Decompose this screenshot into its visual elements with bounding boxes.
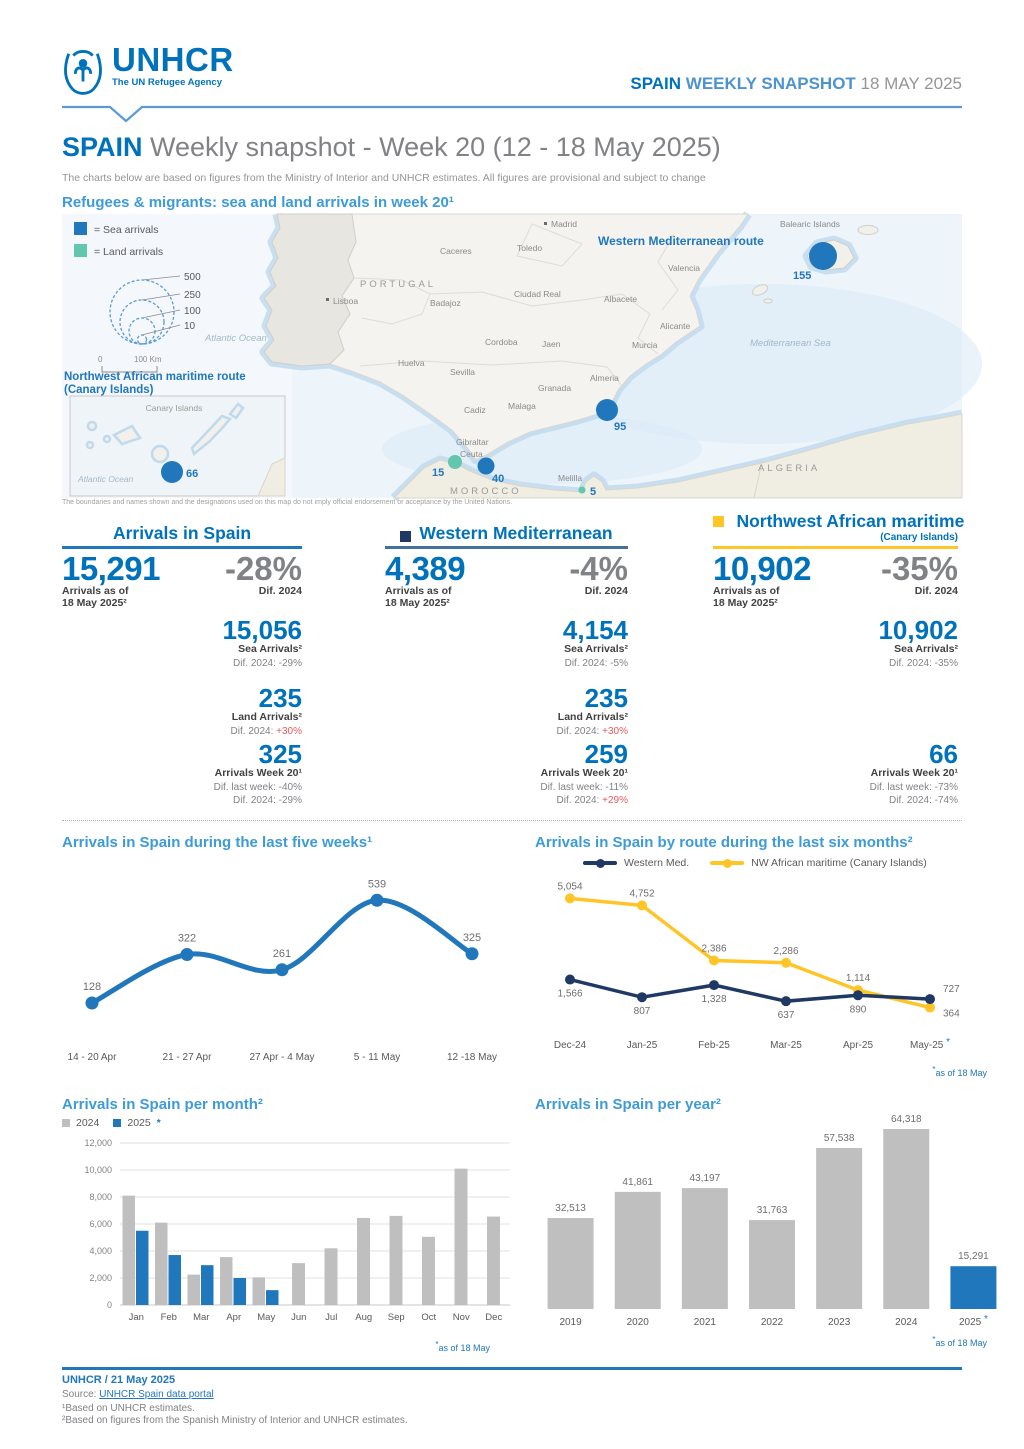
portugal-landmass — [264, 214, 359, 366]
canary-inset — [70, 396, 285, 496]
sea-dif-value: -29% — [278, 657, 302, 669]
footnote-2: ²Based on figures from the Spanish Ministry of Interior and UNHCR estimates. — [62, 1415, 408, 1426]
nw-value-label: 1,114 — [845, 973, 871, 985]
city-toledo: Toledo — [517, 243, 543, 253]
weekly-point — [466, 947, 479, 960]
bar-2024 — [325, 1248, 338, 1305]
marker-melilla — [579, 487, 586, 494]
logo-tagline: The UN Refugee Agency — [112, 77, 222, 89]
year-bar — [749, 1220, 795, 1309]
monthly-footnote: *as of 18 May — [435, 1340, 490, 1353]
routes-legend — [583, 854, 1005, 872]
weekly-point — [181, 948, 194, 961]
routes-point — [565, 975, 575, 985]
size-label-100: 100 — [184, 306, 201, 317]
marker-melilla-value: 5 — [590, 486, 597, 498]
city-almeria: Almeria — [590, 373, 619, 383]
city-badajoz: Badajoz — [430, 298, 461, 308]
banner — [630, 74, 962, 94]
footnote-1: ¹Based on UNHCR estimates. — [62, 1403, 195, 1414]
monthly-y-label: 10,000 — [84, 1165, 112, 1175]
year-x-label: 2024 — [895, 1317, 918, 1328]
monthly-x-label: Aug — [355, 1312, 373, 1323]
total-row: 4,389 Arrivals as of 18 May 2025² -4% Dif. 2024 — [385, 549, 628, 610]
wm-value-label: 807 — [633, 1006, 651, 1018]
wm-value-label: 1,328 — [701, 994, 727, 1006]
dif-2024-pct: -4% — [569, 549, 628, 587]
marker-canary — [161, 461, 183, 483]
bar-2024 — [155, 1223, 168, 1305]
year-bar — [950, 1266, 996, 1309]
weekly-chart-title: Arrivals in Spain during the last five weeks¹ — [62, 834, 373, 851]
nw-route-label-1: Northwest African maritime route — [64, 371, 246, 383]
stats-header — [713, 511, 965, 546]
year-value-label: 32,513 — [555, 1203, 586, 1215]
routes-x-label: Dec-24 — [553, 1040, 587, 1051]
nw-value-label: 2,386 — [701, 943, 727, 955]
land-arrivals-swatch — [74, 244, 87, 257]
monthly-y-label: 2,000 — [89, 1273, 112, 1283]
stats-title-nw-african: Northwest African maritime — [736, 511, 965, 531]
balearic-islands-label: Balearic Islands — [780, 219, 841, 229]
weekly-x-label: 27 Apr - 4 May — [249, 1052, 315, 1063]
monthly-x-label: May — [257, 1312, 276, 1323]
bar-2025 — [201, 1265, 214, 1305]
divider — [385, 546, 628, 549]
footer-date: UNHCR / 21 May 2025 — [62, 1374, 176, 1386]
city-murcia: Murcia — [632, 340, 658, 350]
nw-route-label-2: (Canary Islands) — [64, 384, 154, 396]
city-melilla: Melilla — [558, 473, 583, 483]
year-bar — [615, 1192, 661, 1309]
nw-african-line-icon — [710, 861, 744, 865]
stats-subtitle-canary: (Canary Islands) — [880, 532, 958, 543]
portugal-label: PORTUGAL — [360, 279, 437, 290]
size-label-250: 250 — [184, 290, 201, 301]
bar-2024 — [220, 1257, 233, 1305]
monthly-y-label: 8,000 — [89, 1192, 112, 1202]
western-med-route-label: Western Mediterranean route — [598, 234, 764, 248]
city-sevilla: Sevilla — [450, 367, 476, 377]
routes-point — [709, 955, 719, 965]
marker-canary-value: 66 — [186, 468, 199, 480]
page-subtitle: The charts below are based on figures from the Ministry of Interior and UNHCR estimates. All figures are provisional and subject to change — [62, 172, 706, 184]
routes-point — [637, 900, 647, 910]
map-section-title: Refugees & migrants: sea and land arrivals in week 20¹ — [62, 194, 454, 211]
year-value-label: 64,318 — [890, 1114, 922, 1125]
page-title-rest: Weekly snapshot - Week 20 (12 - 18 May 2025) — [142, 132, 721, 162]
routes-point — [709, 980, 719, 990]
weekly-value-label: 128 — [82, 981, 102, 993]
marker-ceuta-value: 15 — [432, 467, 445, 479]
arrivals-map — [62, 214, 962, 498]
city-ciudad-real: Ciudad Real — [514, 289, 561, 299]
routes-point — [781, 996, 791, 1006]
wm-value-label: 890 — [849, 1004, 867, 1016]
year-bar — [883, 1129, 929, 1309]
sea-arrivals-row: 4,154 Sea Arrivals² Dif. 2024: -5% — [562, 615, 628, 669]
monthly-x-label: Feb — [160, 1312, 177, 1323]
year-value-label: 31,763 — [756, 1205, 788, 1217]
marker-gibraltar — [478, 458, 495, 475]
source-label: Source: — [62, 1389, 100, 1400]
bar-2024 — [357, 1218, 370, 1305]
year-x-label: 2023 — [828, 1317, 851, 1328]
routes-x-label: Mar-25 — [770, 1040, 802, 1051]
bar-2024 — [253, 1277, 266, 1305]
section-divider — [62, 820, 962, 821]
sea-dif-label: Dif. 2024: — [233, 657, 276, 669]
routes-point — [853, 990, 863, 1000]
yearly-footnote: *as of 18 May — [932, 1335, 987, 1348]
sea-arrivals-row: 10,902 Sea Arrivals² Dif. 2024: -35% — [878, 615, 958, 669]
sea-arrivals-swatch — [74, 222, 87, 235]
routes-line — [570, 980, 930, 1002]
dif-2024-pct: -28% — [224, 549, 302, 587]
year-bar — [548, 1218, 594, 1309]
land-arrivals-label: Land Arrivals² — [231, 711, 302, 723]
weekly-point — [276, 963, 289, 976]
weekly-x-label: 21 - 27 Apr — [162, 1052, 212, 1063]
routes-line-chart — [535, 872, 1005, 1060]
sea-arrivals-row — [62, 617, 302, 670]
divider — [62, 546, 302, 549]
marker-ceuta — [448, 455, 462, 469]
year-x-label: 2020 — [626, 1317, 649, 1328]
page-title-spain: SPAIN — [62, 132, 143, 162]
year-bar — [682, 1188, 728, 1309]
monthly-x-label: Jun — [291, 1312, 307, 1323]
bar-2024 — [422, 1237, 435, 1305]
footer-source — [62, 1388, 214, 1402]
monthly-x-label: Oct — [421, 1312, 437, 1323]
week-arrivals-row: 66 Arrivals Week 20¹ Dif. last week: -73% Dif. 2024: -74% — [869, 739, 958, 806]
marker-almeria — [596, 399, 618, 421]
stats-header — [385, 513, 628, 546]
nw-value-label: 5,054 — [557, 881, 583, 893]
year-value-label: 41,861 — [622, 1176, 654, 1188]
marker-almeria-value: 95 — [614, 421, 627, 433]
atlantic-ocean-label: Atlantic Ocean — [205, 333, 267, 344]
weekly-chart-block — [62, 834, 502, 1072]
legend-2024: 2024 — [76, 1117, 100, 1129]
week-arrivals-row: 325 Arrivals Week 20¹ Dif. last week: -40% Dif. 2024: -29% — [62, 741, 302, 807]
year-value-label: 43,197 — [689, 1173, 721, 1185]
stats-column-nw-african — [713, 511, 965, 823]
weekly-point — [371, 894, 384, 907]
weekly-x-label: 12 -18 May — [446, 1052, 498, 1063]
weekly-point — [86, 997, 99, 1010]
year-x-label: 2025 * — [958, 1314, 988, 1328]
morocco-label: MOROCCO — [450, 486, 522, 497]
routes-point — [565, 893, 575, 903]
wm-value-label: 637 — [777, 1010, 795, 1022]
size-label-10: 10 — [184, 321, 196, 332]
monthly-x-label: Apr — [226, 1312, 242, 1323]
city-albacete: Albacete — [604, 294, 638, 304]
total-row: 10,902 Arrivals as of 18 May 2025² -35% Dif. 2024 — [713, 549, 958, 610]
city-jaen: Jaen — [542, 339, 561, 349]
nw-value-label: 364 — [943, 1008, 960, 1020]
weekly-value-label: 261 — [272, 947, 292, 960]
city-cordoba: Cordoba — [485, 337, 518, 347]
week-arrivals-row: 259 Arrivals Week 20¹ Dif. last week: -11% Dif. 2024: +29% — [540, 739, 628, 806]
legend-2025-asterisk: * — [156, 1117, 161, 1129]
monthly-chart-title: Arrivals in Spain per month² — [62, 1096, 263, 1113]
yearly-bar-chart — [535, 1114, 1005, 1330]
total-arrivals-value: 10,902 — [713, 549, 811, 587]
stats-header — [62, 513, 302, 546]
city-caceres: Caceres — [440, 246, 472, 256]
legend-2025: 2025 — [127, 1117, 151, 1129]
land-dif-value: +30% — [276, 725, 302, 737]
bar-2024 — [455, 1169, 468, 1305]
bar-2024 — [487, 1217, 500, 1305]
routes-chart-block — [535, 834, 1005, 1078]
land-arrivals-value: 235 — [258, 683, 302, 713]
monthly-bar-chart — [62, 1135, 512, 1335]
bar-2024 — [188, 1275, 201, 1305]
banner-spain: SPAIN — [630, 74, 682, 93]
year-value-label: 15,291 — [958, 1251, 989, 1263]
legend-land-label: = Land arrivals — [94, 246, 164, 258]
routes-chart-title: Arrivals in Spain by route during the last six months² — [535, 834, 913, 851]
atlantic-inset-label: Atlantic Ocean — [78, 474, 134, 484]
marker-balearics — [809, 242, 837, 270]
weekly-value-label: 539 — [367, 878, 387, 891]
algeria-label: ALGERIA — [758, 463, 821, 474]
city-cadiz: Cadiz — [464, 405, 486, 415]
routes-x-label: Feb-25 — [698, 1040, 730, 1051]
total-arrivals-value: 15,291 — [62, 549, 160, 587]
unhcr-logo — [62, 41, 234, 96]
year-x-label: 2019 — [559, 1317, 582, 1328]
land-arrivals-row — [62, 685, 302, 738]
weekly-line-chart — [62, 855, 502, 1067]
page-title — [62, 132, 721, 163]
nw-african-swatch — [713, 516, 724, 527]
stats-title-spain: Arrivals in Spain — [112, 522, 252, 543]
city-huelva: Huelva — [398, 358, 425, 368]
header-rule — [62, 104, 962, 126]
banner-snapshot: WEEKLY SNAPSHOT — [681, 74, 861, 93]
bar-2025 — [136, 1231, 149, 1305]
land-dif-label: Dif. 2024: — [230, 725, 274, 737]
monthly-y-label: 4,000 — [89, 1246, 112, 1256]
yearly-chart-block — [535, 1096, 1005, 1348]
bar-2025 — [169, 1255, 182, 1305]
canary-islands-label: Canary Islands — [145, 403, 203, 413]
legend-nw-african: NW African maritime (Canary Islands) — [751, 857, 927, 869]
sea-arrivals-value: 15,056 — [222, 615, 302, 645]
routes-point — [637, 992, 647, 1002]
city-gibraltar: Gibraltar — [456, 437, 489, 447]
monthly-x-label: Mar — [193, 1312, 210, 1323]
size-label-500: 500 — [184, 272, 201, 283]
routes-footnote: *as of 18 May — [932, 1065, 987, 1078]
legend-2025-swatch — [113, 1119, 121, 1127]
banner-date: 18 MAY 2025 — [860, 74, 962, 93]
city-lisboa: Lisboa — [333, 296, 359, 306]
year-value-label: 57,538 — [823, 1132, 855, 1144]
monthly-y-label: 0 — [106, 1300, 112, 1310]
weekly-x-label: 5 - 11 May — [353, 1052, 401, 1063]
legend-sea-label: = Sea arrivals — [94, 224, 159, 236]
routes-point — [925, 994, 935, 1004]
source-link[interactable]: UNHCR Spain data portal — [99, 1389, 214, 1400]
wm-value-label: 1,566 — [557, 988, 583, 1000]
dif-2024-pct: -35% — [880, 549, 958, 587]
total-label-1: Arrivals as of — [62, 584, 129, 597]
bar-2025 — [266, 1290, 279, 1305]
logo-title: UNHCR — [112, 41, 234, 78]
legend-western-med: Western Med. — [624, 857, 690, 869]
bar-2024 — [292, 1263, 305, 1305]
bar-2024 — [123, 1196, 136, 1305]
unhcr-emblem-icon — [62, 44, 104, 96]
total-row — [62, 549, 302, 610]
monthly-x-label: Dec — [485, 1312, 503, 1323]
total-arrivals-value: 4,389 — [385, 549, 466, 587]
stats-column-spain — [62, 513, 302, 823]
city-granada: Granada — [538, 383, 572, 393]
nw-value-label: 2,286 — [773, 945, 799, 957]
monthly-x-label: Nov — [452, 1312, 470, 1323]
stats-column-western-med — [385, 513, 628, 823]
footer-rule — [62, 1367, 962, 1370]
routes-point — [781, 958, 791, 968]
marker-balearics-value: 155 — [793, 270, 812, 282]
routes-x-label: May-25 * — [909, 1037, 951, 1051]
scale-zero: 0 — [98, 355, 103, 364]
stats-title-western-med: Western Mediterranean — [419, 522, 613, 543]
scale-label: 100 Km — [134, 355, 162, 364]
bar-2025 — [234, 1278, 247, 1305]
yearly-chart-title: Arrivals in Spain per year² — [535, 1096, 721, 1113]
routes-x-label: Jan-25 — [626, 1040, 658, 1051]
year-x-label: 2021 — [693, 1317, 716, 1328]
city-malaga: Malaga — [508, 401, 536, 411]
city-valencia: Valencia — [668, 263, 700, 273]
monthly-x-label: Jan — [128, 1312, 144, 1323]
mediterranean-sea-label: Mediterranean Sea — [750, 338, 831, 349]
routes-x-label: Apr-25 — [842, 1040, 874, 1051]
nw-value-label: 4,752 — [629, 888, 655, 900]
week-arrivals-label: Arrivals Week 20¹ — [214, 767, 302, 779]
map-disclaimer: The boundaries and names shown and the designations used on this map do not imply official endorsement or acceptance by the United Nations. — [62, 499, 513, 506]
city-alicante: Alicante — [660, 321, 691, 331]
monthly-x-label: Sep — [387, 1312, 405, 1323]
monthly-legend — [62, 1115, 512, 1131]
weekly-value-label: 322 — [177, 932, 197, 945]
dif-2024-label: Dif. 2024 — [258, 584, 302, 597]
marker-gibraltar-value: 40 — [492, 473, 505, 485]
sea-arrivals-label: Sea Arrivals² — [238, 643, 302, 655]
western-med-line-icon — [583, 861, 617, 865]
city-ceuta: Ceuta — [460, 449, 483, 459]
monthly-y-label: 6,000 — [89, 1219, 112, 1229]
monthly-chart-block — [62, 1096, 512, 1353]
land-arrivals-row: 235 Land Arrivals² Dif. 2024: +30% — [556, 683, 628, 737]
western-med-swatch — [400, 531, 411, 542]
bar-2024 — [390, 1216, 403, 1305]
monthly-x-label: Jul — [325, 1312, 338, 1323]
weekly-value-label: 325 — [462, 931, 482, 944]
year-x-label: 2022 — [760, 1317, 784, 1328]
year-bar — [816, 1148, 862, 1309]
legend-2024-swatch — [62, 1119, 70, 1127]
monthly-y-label: 12,000 — [84, 1138, 112, 1148]
total-label-2: 18 May 2025² — [62, 597, 127, 610]
divider — [713, 546, 958, 549]
wm-value-label: 727 — [943, 984, 960, 996]
city-madrid: Madrid — [551, 219, 577, 229]
week-arrivals-value: 325 — [258, 739, 302, 769]
weekly-x-label: 14 - 20 Apr — [67, 1052, 117, 1063]
